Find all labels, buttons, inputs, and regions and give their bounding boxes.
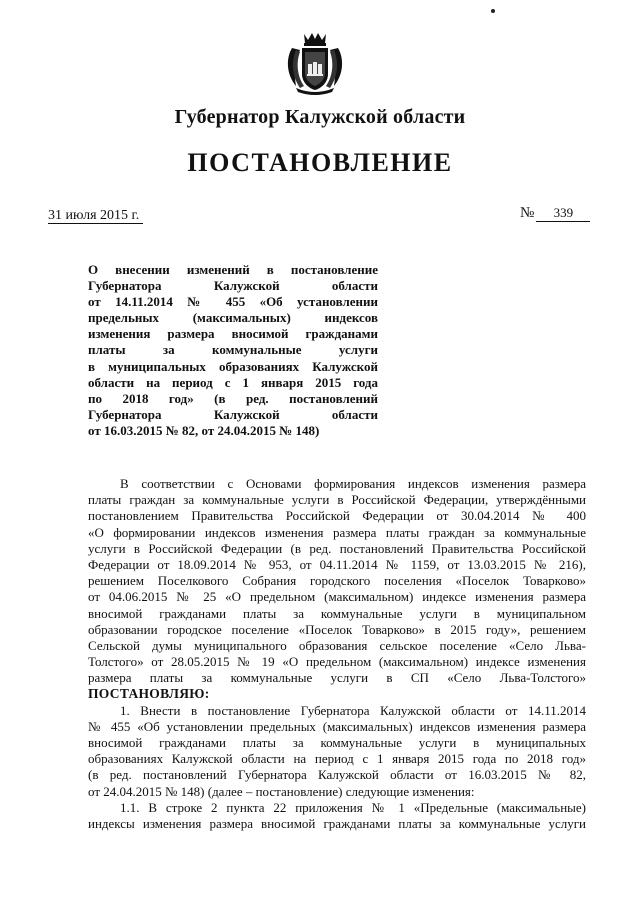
subject-line: изменения размера вносимой гражданами	[88, 326, 378, 342]
document-number	[520, 205, 590, 222]
subject-line: от 14.11.2014 № 455 «Об установлении	[88, 294, 378, 310]
subject-line: Губернатора Калужской области	[88, 278, 378, 294]
body-line: образованиях Калужской области на период с 1 января 2015 года по 2018 год»	[88, 751, 586, 767]
document-body	[88, 476, 586, 832]
coat-of-arms-icon	[282, 30, 348, 96]
body-line: (в ред. постановлений Губернатора Калужской области от 16.03.2015 № 82,	[88, 767, 586, 783]
document-type-title: ПОСТАНОВЛЕНИЕ	[187, 148, 453, 177]
subject-line: по 2018 год» (в ред. постановлений	[88, 390, 378, 406]
body-line: индексы изменения размера вносимой гражданами платы за коммунальные услуги	[88, 815, 586, 831]
body-line: решением Поселкового Собрания городского поселения «Поселок Товарково»	[88, 573, 586, 589]
body-line: услуги в Российской Федерации (в ред. постановлений Правительства Российской	[88, 540, 586, 556]
decree-keyword: ПОСТАНОВЛЯЮ:	[88, 686, 210, 702]
subject-line: О внесении изменений в постановление	[88, 262, 378, 277]
body-line: Федерации от 18.09.2014 № 953, от 04.11.2014 № 1159, от 13.03.2015 № 216),	[88, 556, 586, 572]
number-sign: №	[520, 205, 535, 221]
body-line: постановлением Правительства Российской Федерации от 30.04.2014 № 400	[88, 508, 586, 524]
body-line: размера платы за коммунальные услуги в СП «Село Льва-Толстого»	[88, 670, 586, 686]
scan-dot-mark	[491, 9, 495, 13]
document-subject	[88, 262, 378, 439]
body-line: В соответствии с Основами формирования индексов изменения размера	[120, 476, 586, 491]
subject-line: платы за коммунальные услуги	[88, 342, 378, 358]
body-line: Сельской думы муниципального образования сельское поселение «Село Льва-	[88, 637, 586, 653]
document-number-value: 339	[536, 205, 590, 222]
body-line: вносимой гражданами платы за коммунальные услуги в муниципальных	[88, 735, 586, 750]
document-date	[48, 208, 143, 224]
body-line: 1.1. В строке 2 пункта 22 приложения № 1 «Предельные (максимальные)	[120, 799, 586, 815]
issuing-authority: Губернатор Калужской области	[174, 106, 466, 128]
body-line: «О формировании индексов изменения размера платы граждан за коммунальные	[88, 524, 586, 540]
subject-line: Губернатора Калужской области	[88, 406, 378, 422]
body-line: Толстого» от 28.05.2015 № 19 «О предельном (максимальном) индексе изменения	[88, 654, 586, 670]
subject-line: в муниципальных образованиях Калужской	[88, 358, 378, 374]
subject-line: области на период с 1 января 2015 года	[88, 374, 378, 390]
subject-line: предельных (максимальных) индексов	[88, 310, 378, 326]
document-date-value: 31 июля 2015 г.	[48, 208, 143, 224]
body-line: 1. Внести в постановление Губернатора Калужской области от 14.11.2014	[120, 702, 586, 718]
body-line: вносимой гражданами платы за коммунальные услуги в муниципальном	[88, 605, 586, 621]
subject-line: от 16.03.2015 № 82, от 24.04.2015 № 148)	[88, 422, 320, 438]
body-line: образовании городское поселение «Поселок Товарково» в 2015 году», решением	[88, 621, 586, 637]
body-line: № 455 «Об установлении предельных (максимальных) индексов изменения размера	[88, 718, 586, 734]
body-line: от 24.04.2015 № 148) (далее – постановление) следующие изменения:	[88, 783, 475, 799]
body-line: платы граждан за коммунальные услуги в Российской Федерации, утверждёнными	[88, 492, 586, 508]
body-line: от 04.06.2015 № 25 «О предельном (максимальном) индексе изменения размера	[88, 589, 586, 605]
